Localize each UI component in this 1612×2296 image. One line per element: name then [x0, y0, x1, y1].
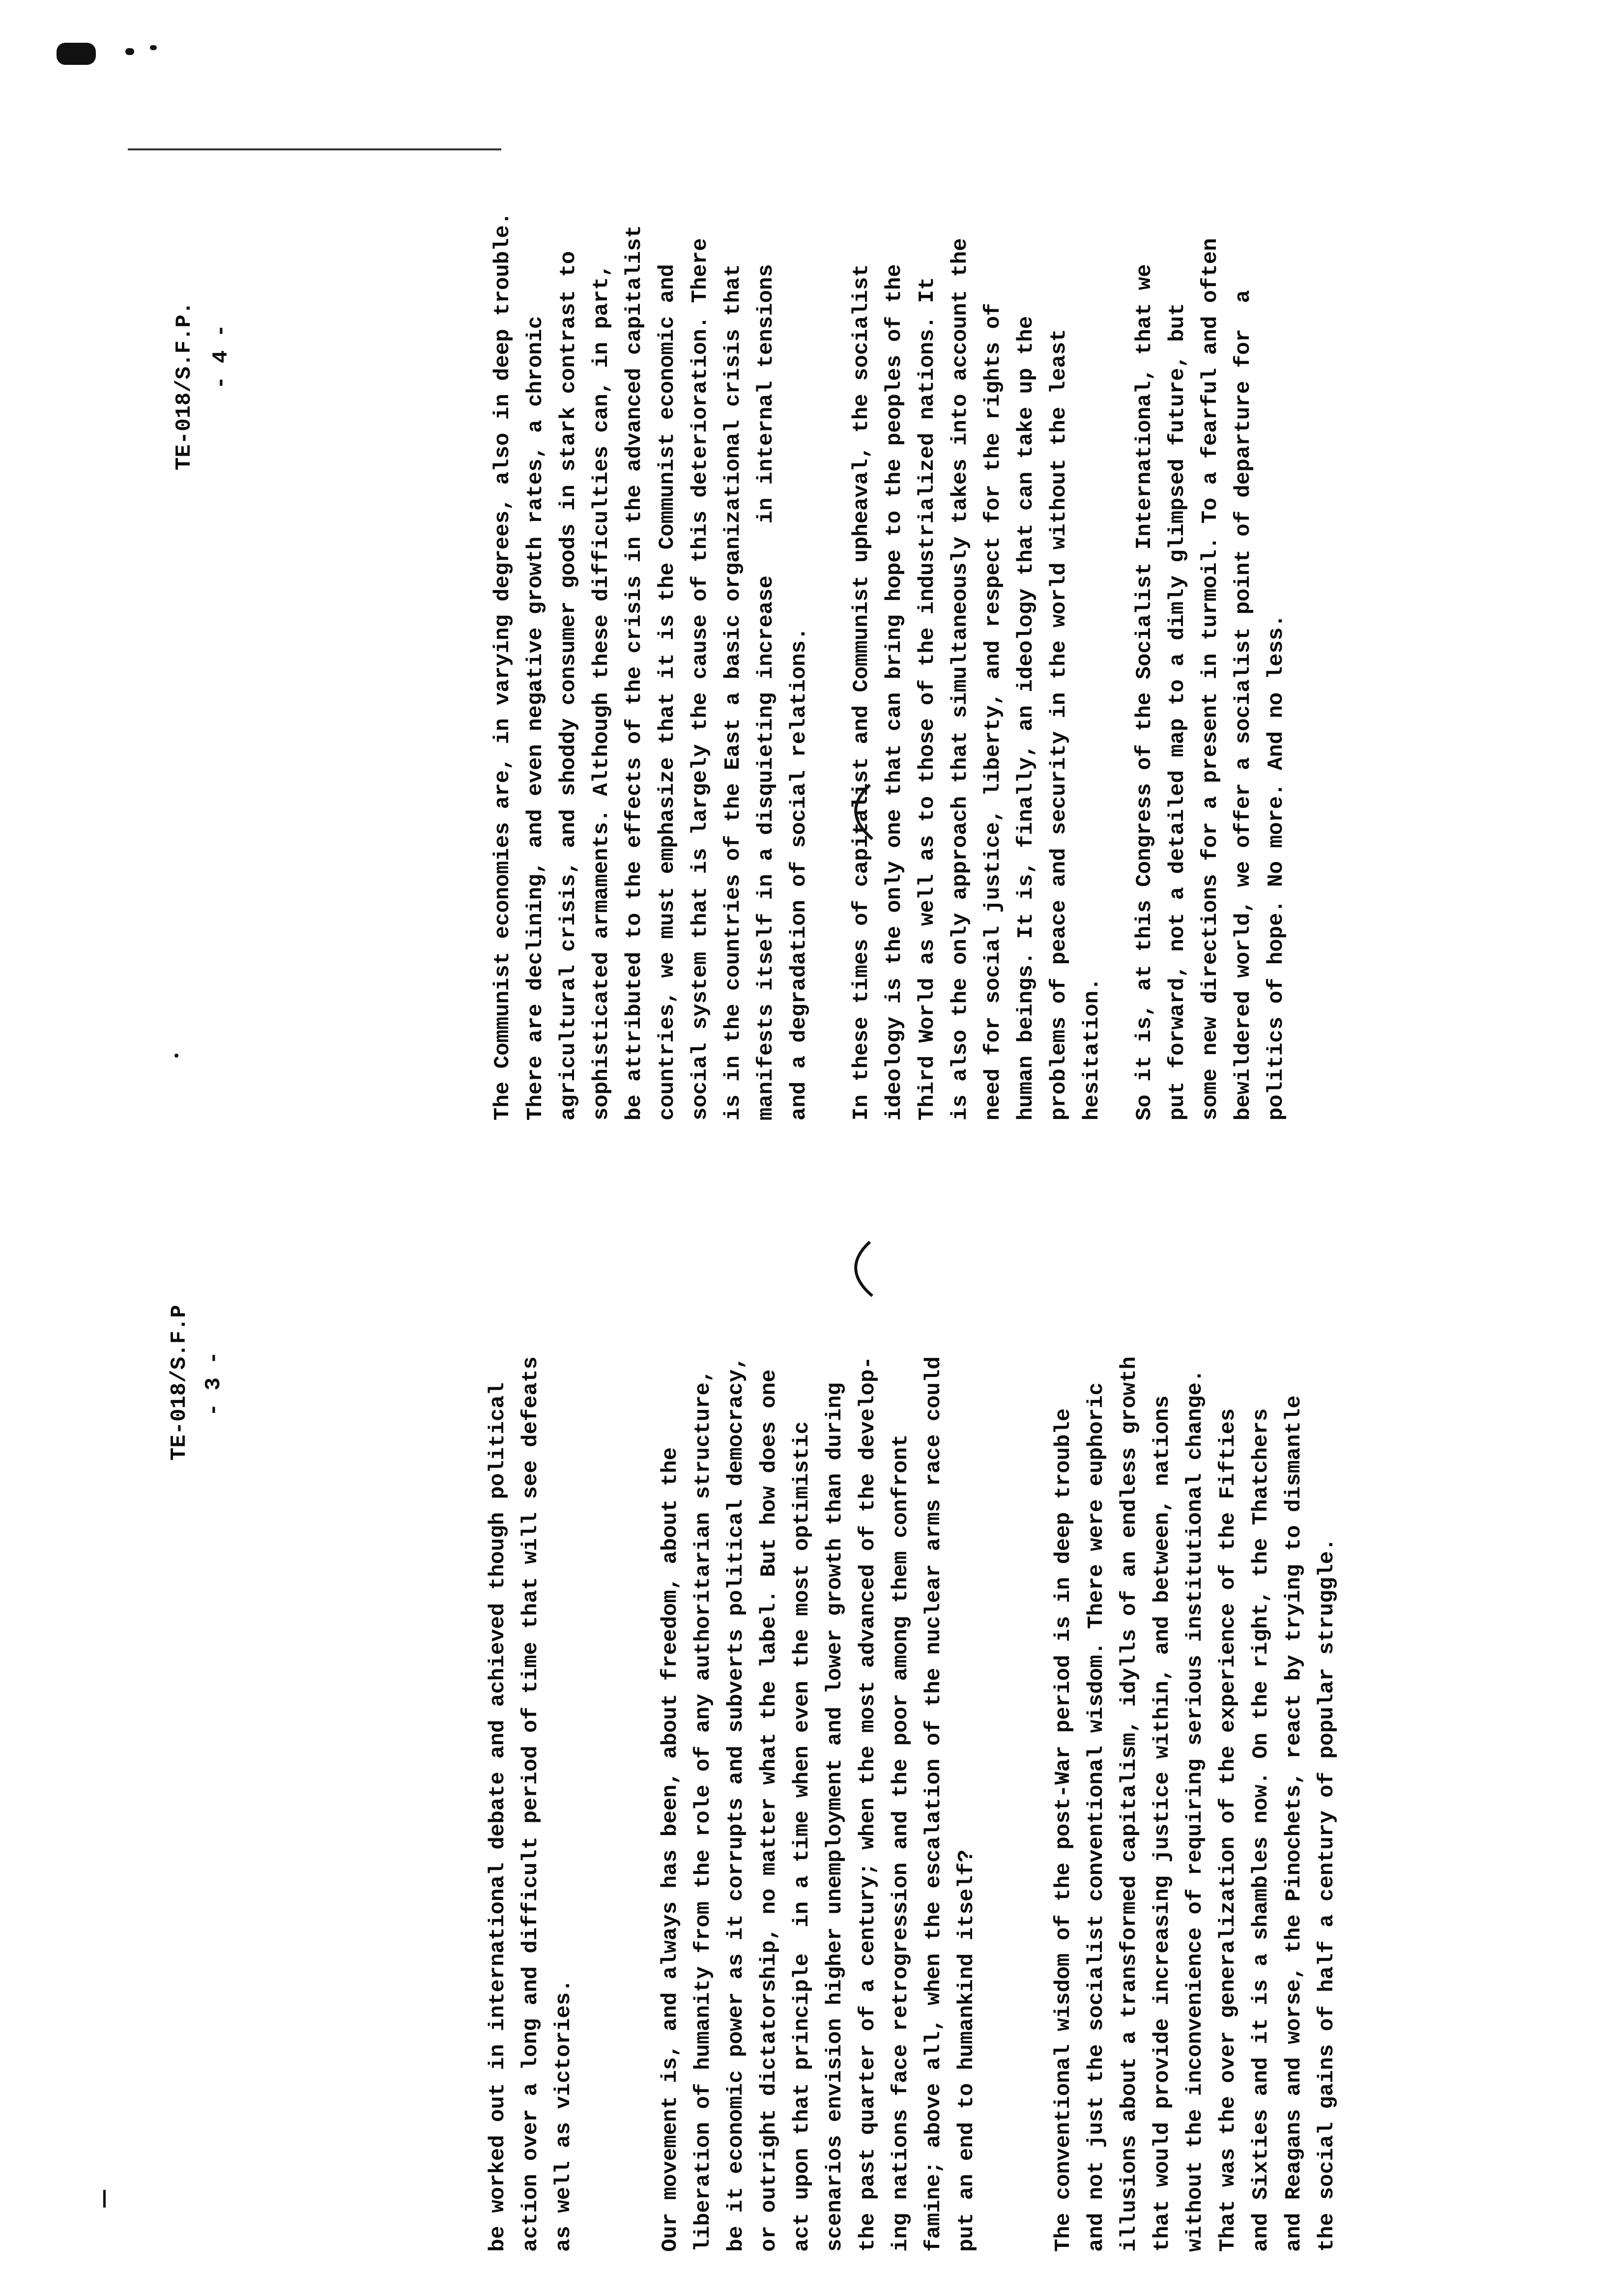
page-3-body	[482, 1356, 1344, 2252]
text-line: countries, we must emphasize that it is the Communist economic and	[655, 264, 680, 1120]
text-line: The Communist economies are, in varying degrees, also in deep trouble.	[490, 212, 515, 1120]
text-line: as well as victories.	[551, 1979, 576, 2252]
text-line: or outright dictatorship, no matter what the label. But how does one	[757, 1369, 781, 2252]
text-line: and Sixties and it is a shambles now. On the right, the Thatchers	[1249, 1408, 1273, 2252]
scan-speck	[150, 45, 157, 50]
text-line: be worked out in international debate and achieved though political	[486, 1382, 510, 2252]
paragraph	[482, 1356, 580, 2252]
text-line: the past quarter of a century; when the most advanced of the develop-	[856, 1356, 880, 2252]
text-line: agricultural crisis, and shoddy consumer goods in stark contrast to	[556, 251, 581, 1120]
text-line: problems of peace and security in the world without the least	[1047, 329, 1071, 1120]
text-line: social system that is largely the cause of this deterioration. There	[688, 238, 713, 1120]
text-line: liberation of humanity from the role of any authoritarian structure,	[691, 1369, 716, 2252]
text-line: scenarios envision higher unemployment and lower growth than during	[823, 1382, 847, 2252]
paragraph	[1047, 1356, 1344, 2252]
text-line: action over a long and difficult period of time that will see defeats	[518, 1356, 543, 2252]
text-line: bewildered world, we offer a socialist point of departure for a	[1231, 290, 1256, 1120]
paragraph	[1128, 212, 1293, 1120]
scan-blot	[57, 43, 96, 65]
text-line: be attributed to the effects of the crisis in the advanced capitalist	[622, 225, 647, 1120]
scan-speck	[125, 48, 134, 55]
text-line: be it economic power as it corrupts and subverts political democracy,	[724, 1356, 748, 2252]
text-line: sophisticated armaments. Although these difficulties can, in part,	[589, 264, 614, 1120]
text-line: ideology is the only one that can bring hope to the peoples of the	[882, 264, 907, 1120]
text-line: In these times of capitalist and Communist upheaval, the socialist	[849, 264, 874, 1120]
text-line: act upon that principle in a time when even the most optimistic	[790, 1421, 814, 2252]
text-line: ing nations face retrogression and the poor among them confront	[889, 1434, 913, 2252]
text-line: manifests itself in a disquieting increase in internal tensions	[754, 264, 778, 1120]
scan-edge-line	[128, 148, 501, 150]
text-line: famine; above all, when the escalation of the nuclear arms race could	[921, 1356, 946, 2252]
text-line: without the inconvenience of requiring serious institutional change.	[1183, 1369, 1208, 2252]
text-line: and a degradation of social relations.	[787, 627, 811, 1120]
text-line: put forward, not a detailed map to a dimly glimpsed future, but	[1165, 303, 1190, 1120]
text-line: So it is, at this Congress of the Socialist International, that we	[1132, 264, 1157, 1120]
scan-speck	[103, 2190, 106, 2208]
text-line: put an end to humankind itself?	[954, 1849, 979, 2252]
text-line: That was the over generalization of the experience of the Fifties	[1216, 1408, 1240, 2252]
text-line: the social gains of half a century of popular struggle.	[1315, 1538, 1339, 2252]
text-line: and not just the socialist conventional wisdom. There were euphoric	[1084, 1382, 1109, 2252]
text-line: There are declining, and even negative growth rates, a chronic	[523, 316, 548, 1120]
hole-punch-arc	[845, 1239, 875, 1298]
text-line: The conventional wisdom of the post-War period is in deep trouble	[1051, 1408, 1076, 2252]
text-line: Third World as well as to those of the industrialized nations. It	[915, 277, 940, 1120]
paragraph	[845, 212, 1109, 1120]
text-line: is in the countries of the East a basic organizational crisis that	[721, 264, 746, 1120]
page-3-header-code: TE-018/S.F.P	[167, 1305, 192, 1461]
text-line: is also the only approach that simultaneously takes into account the	[948, 238, 973, 1120]
text-line: that would provide increasing justice within, and between, nations	[1150, 1395, 1175, 2252]
scan-speck	[174, 1054, 178, 1058]
text-line: hesitation.	[1080, 977, 1104, 1120]
text-line: politics of hope. No more. And no less.	[1264, 614, 1289, 1120]
text-line: Our movement is, and always has been, about freedom, about the	[658, 1447, 683, 2252]
page-4-header-code: TE-018/S.F.P.	[172, 301, 197, 470]
hole-punch-arc	[845, 782, 875, 841]
paragraph	[654, 1356, 983, 2252]
page-4-body	[487, 212, 1293, 1120]
paragraph	[487, 212, 816, 1120]
page-4-number: - 4 -	[209, 324, 233, 389]
text-line: need for social justice, liberty, and respect for the rights of	[981, 303, 1006, 1120]
text-line: illusions about a transformed capitalism, idylls of an endless growth	[1117, 1356, 1142, 2252]
text-line: human beings. It is, finally, an ideology that can take up the	[1014, 316, 1038, 1120]
text-line: and Reagans and worse, the Pinochets, react by trying to dismantle	[1282, 1395, 1306, 2252]
page-3-number: - 3 -	[202, 1351, 226, 1416]
text-line: some new directions for a present in turmoil. To a fearful and often	[1198, 238, 1223, 1120]
